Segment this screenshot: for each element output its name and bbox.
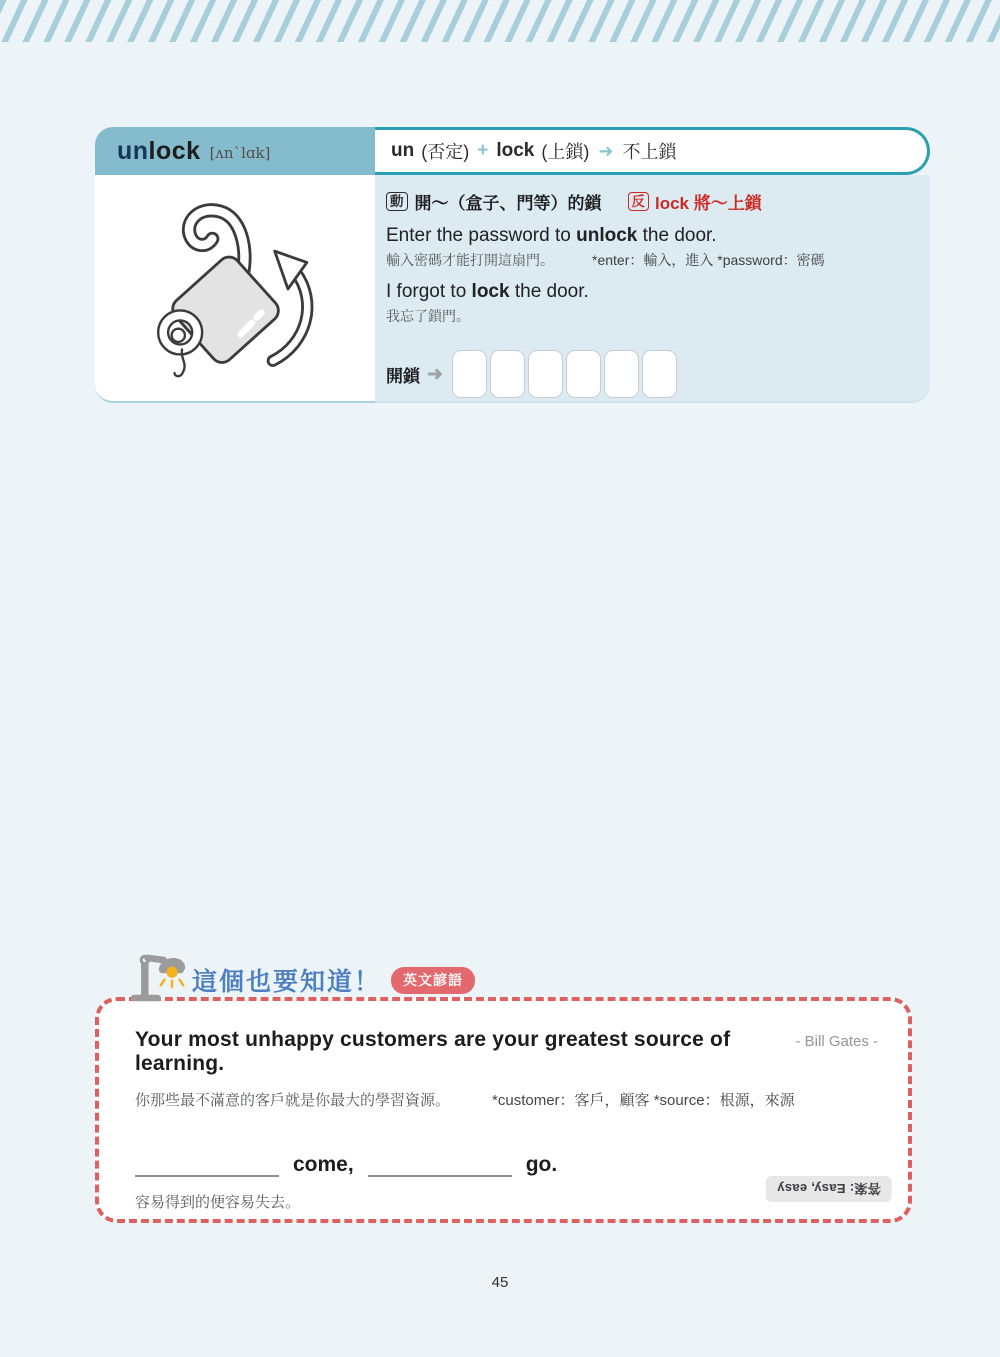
fill-in-blank-1[interactable] <box>135 1157 279 1177</box>
antonym-badge: 反 <box>628 192 650 212</box>
proverb-badge: 英文諺語 <box>391 967 475 994</box>
quote-translation-row <box>135 1089 878 1110</box>
fill-in-exercise <box>135 1153 878 1177</box>
example-text: the door. <box>509 281 589 302</box>
example-sentence <box>386 281 906 303</box>
quote-translation: 你那些最不滿意的客戶就是你最大的學習資源。 <box>135 1092 451 1109</box>
word-root: lock <box>148 136 201 165</box>
page-number: 45 <box>491 1274 509 1291</box>
fill-in-blank-2[interactable] <box>368 1157 512 1177</box>
example-text: I forgot to <box>386 281 472 302</box>
exercise-word: go. <box>525 1153 558 1176</box>
answer-letter-box[interactable] <box>566 350 601 398</box>
example-sentence <box>386 225 906 247</box>
quote-row <box>135 1028 878 1076</box>
definition-line <box>386 189 906 214</box>
decorative-stripe-band <box>0 0 1000 42</box>
arrow-right-icon: ➜ <box>598 140 614 161</box>
word-phonetic: [ʌn`lɑk] <box>209 143 271 162</box>
answer-letter-boxes <box>452 350 677 398</box>
formula-note2: (上鎖) <box>541 142 590 162</box>
answer-letter-box[interactable] <box>604 350 639 398</box>
answer-letter-box[interactable] <box>642 350 677 398</box>
word-formula-box <box>375 127 930 175</box>
open-padlock-illustration <box>131 187 339 389</box>
example-translation-row <box>386 306 906 326</box>
example-keyword: unlock <box>576 225 638 246</box>
definition-meaning: 開～（盒子、門等）的鎖 <box>414 194 602 213</box>
quote-text: Your most unhappy customers are your greatest source of learning. <box>135 1028 731 1075</box>
exercise-translation: 容易得到的便容易失去。 <box>135 1194 301 1211</box>
illustration-panel <box>95 175 375 403</box>
formula-part1: un <box>391 140 415 161</box>
proverb-box <box>95 997 912 1223</box>
vocab-entry-card <box>95 127 930 403</box>
example-text: Enter the password to <box>386 225 577 246</box>
example-translation: 輸入密碼才能打開這扇門。 <box>386 252 554 268</box>
entry-content-panel <box>375 175 930 403</box>
entry-word-header <box>95 127 375 175</box>
example-keyword: lock <box>471 281 510 302</box>
tip-section-header <box>126 938 475 1006</box>
arrow-right-icon: ➜ <box>427 363 443 385</box>
proverb-content <box>99 1001 908 1219</box>
example-translation: 我忘了鎖門。 <box>386 308 470 324</box>
formula-result: 不上鎖 <box>622 142 677 162</box>
answer-letter-box[interactable] <box>528 350 563 398</box>
quote-author: - Bill Gates - <box>795 1033 878 1050</box>
upside-down-answer-badge: 答案: Easy, easy <box>766 1176 892 1202</box>
exercise-word: come, <box>293 1153 354 1176</box>
formula-note1: (否定) <box>421 142 470 162</box>
part-of-speech-badge: 動 <box>386 192 408 212</box>
desk-lamp-icon <box>126 944 188 1006</box>
vocab-notes: *enter：輸入，進入 *password：密碼 <box>592 252 825 268</box>
vocab-notes: *customer：客戶，顧客 *source：根源，來源 <box>492 1092 795 1109</box>
word-prefix: un <box>117 136 149 165</box>
practice-row <box>386 350 906 398</box>
answer-letter-box[interactable] <box>490 350 525 398</box>
plus-icon: + <box>477 140 489 161</box>
practice-label: 開鎖 <box>386 366 420 386</box>
antonym-text: lock 將～上鎖 <box>655 194 762 213</box>
example-text: the door. <box>637 225 717 246</box>
answer-letter-box[interactable] <box>452 350 487 398</box>
tip-section-title: 這個也要知道！ <box>192 968 382 996</box>
example-translation-row <box>386 250 906 270</box>
formula-part2: lock <box>496 140 535 161</box>
entry-word <box>117 137 201 166</box>
